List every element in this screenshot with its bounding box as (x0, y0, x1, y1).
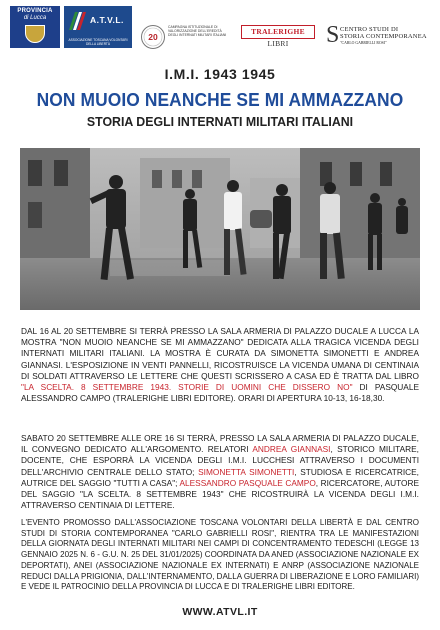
years-heading: I.M.I. 1943 1945 (164, 66, 276, 82)
speaker-name-giannasi: ANDREA GIANNASI (252, 444, 331, 455)
twenty-years-text: CAMPAGNA ISTITUZIONALE DI VALORIZZAZIONE DELL'EREDITÀ DEGLI INTERNATI MILITARI ITALIANI (168, 25, 227, 38)
paragraph1-text-a: DAL 16 AL 20 SETTEMBRE SI TERRÀ PRESSO LA SALA ARMERIA DI PALAZZO DUCALE A LUCCA LA MOSTRA "NON MUOIO NEANCHE SE MI AMMAZZANO" DEDICATA ALLA TRAGICA VICENDA DEGLI INTERNATI MILITARI ITALIANI. LA MOSTRA È CURATA DA SIMONETTA SIMONETTI E ANDREA GIANNASI. L'ESPOSIZIONE IN VENTI PANNELLI, RICOSTRUISCE LA VICENDA UMANA DI CENTINAIA DI SOLDATI ATTRAVERSO LE LETTERE CHE QUESTI SCRISSERO A CASA ED È TRATTA DAL LIBRO (21, 326, 419, 381)
provincia-logo-line2: di Lucca (23, 15, 47, 21)
poster-header (0, 66, 440, 129)
centro-studi-letter: S (326, 22, 340, 48)
flag-icon (67, 10, 89, 32)
logo-bar (0, 0, 440, 56)
centro-studi-logo (326, 23, 436, 49)
conference-description (21, 433, 419, 511)
atvl-logo-subtitle: ASSOCIAZIONE TOSCANA VOLONTARI DELLA LIBERTÀ (68, 38, 128, 46)
provincia-logo-line1: PROVINCIA (17, 8, 53, 14)
crest-icon (25, 25, 45, 43)
tralerighe-libri-logo (241, 25, 315, 48)
speaker-name-campo: ALESSANDRO PASQUALE CAMPO (179, 477, 316, 488)
historical-photo-soldiers-icon (20, 148, 420, 310)
exhibition-title: NON MUOIO NEANCHE SE MI AMMAZZANO (36, 89, 404, 110)
speaker-name-simonetti: SIMONETTA SIMONETTI (198, 466, 295, 477)
paragraph1-text-b: DI PASQUALE ALESSANDRO CAMPO (TRALERIGHE LIBRI EDITORE). ORARI DI APERTURA 10-13, 16-18,30. (21, 382, 419, 404)
paragraph2-text-a: SABATO 20 SETTEMBRE ALLE ORE 16 SI TERRÀ, PRESSO LA SALA ARMERIA DI PALAZZO DUCALE, IL CONVEGNO DEDICATO ALL'ARGOMENTO. RELATORI (21, 433, 419, 455)
event-promoters-text: L'EVENTO PROMOSSO DALL'ASSOCIAZIONE TOSCANA VOLONTARI DELLA LIBERTÀ E DAL CENTRO STUDI DI STORIA CONTEMPORANEA "CARLO GABRIELLI ROSI", RIENTRA TRA LE MANIFESTAZIONI DELLA GIORNATA DEGLI INTERNATI MILITARI NEI CAMPI DI CONCENTRAMENTO TEDESCHI (LEGGE 13 GENNAIO 2025 N. 6 - G.U. N. 25 DEL 31/01/2025) COORDINATA DA ANED (ASSOCIAZIONE NAZIONALE EX DEPORTATI), ANEI (ASSOCIAZIONE NAZIONALE EX INTERNATI) E ANRP (ASSOCIAZIONE NAZIONALE REDUCI DALLA PRIGIONIA, DALL'INTERNAMENTO, DALLA GUERRA DI LIBERAZIONE E LORO FAMILIARI) E VEDE IL PATROCINIO DELLA PROVINCIA DI LUCCA E DI TRALERIGHE LIBRI EDITORE. (21, 518, 419, 592)
tralerighe-logo-main: TRALERIGHE (251, 27, 305, 36)
provincia-di-lucca-logo (10, 6, 60, 48)
tralerighe-logo-suffix: LIBRI (267, 39, 289, 48)
centro-studi-line1: CENTRO STUDI DI (340, 26, 399, 33)
paragraph2-text-b: , STORICO MILITARE, DOCENTE, CHE ESPORRÀ LA VICENDA DEGLI I.M.I. LUCCHESI ATTRAVERSO I DOCUMENTI DELL'ARCHIVIO CENTRALE DELLO STATO; (21, 444, 419, 477)
exhibition-description (21, 326, 419, 404)
exhibition-subtitle: STORIA DEGLI INTERNATI MILITARI ITALIANI (86, 114, 354, 129)
atvl-logo (64, 6, 132, 48)
centro-studi-line3: "CARLO GABRIELLI ROSI" (340, 41, 387, 45)
book-title: "LA SCELTA. 8 SETTEMBRE 1943. STORIE DI UOMINI CHE DISSERO NO" (21, 382, 353, 393)
historical-photo (20, 148, 420, 310)
paragraph2-text-d: , RICERCATORE, AUTORE DEL SAGGIO "LA SCELTA. 8 SETTEMBRE 1943" CHE RICOSTRUIRÀ LA VICENDA DEGLI I.M.I. ATTRAVERSO CENTINAIA DI LETTERE. (21, 477, 419, 511)
website-link[interactable]: WWW.ATVL.IT (182, 606, 258, 618)
centro-studi-line2: STORIA CONTEMPORANEA (340, 33, 427, 40)
atvl-logo-name: A.T.V.L. (90, 15, 124, 25)
paragraph2-text-c: , STUDIOSA E RICERCATRICE, AUTRICE DEL SAGGIO "TUTTI A CASA"; (21, 466, 419, 488)
twenty-years-number: 20 (148, 32, 158, 42)
twenty-years-emblem-icon (140, 24, 166, 50)
